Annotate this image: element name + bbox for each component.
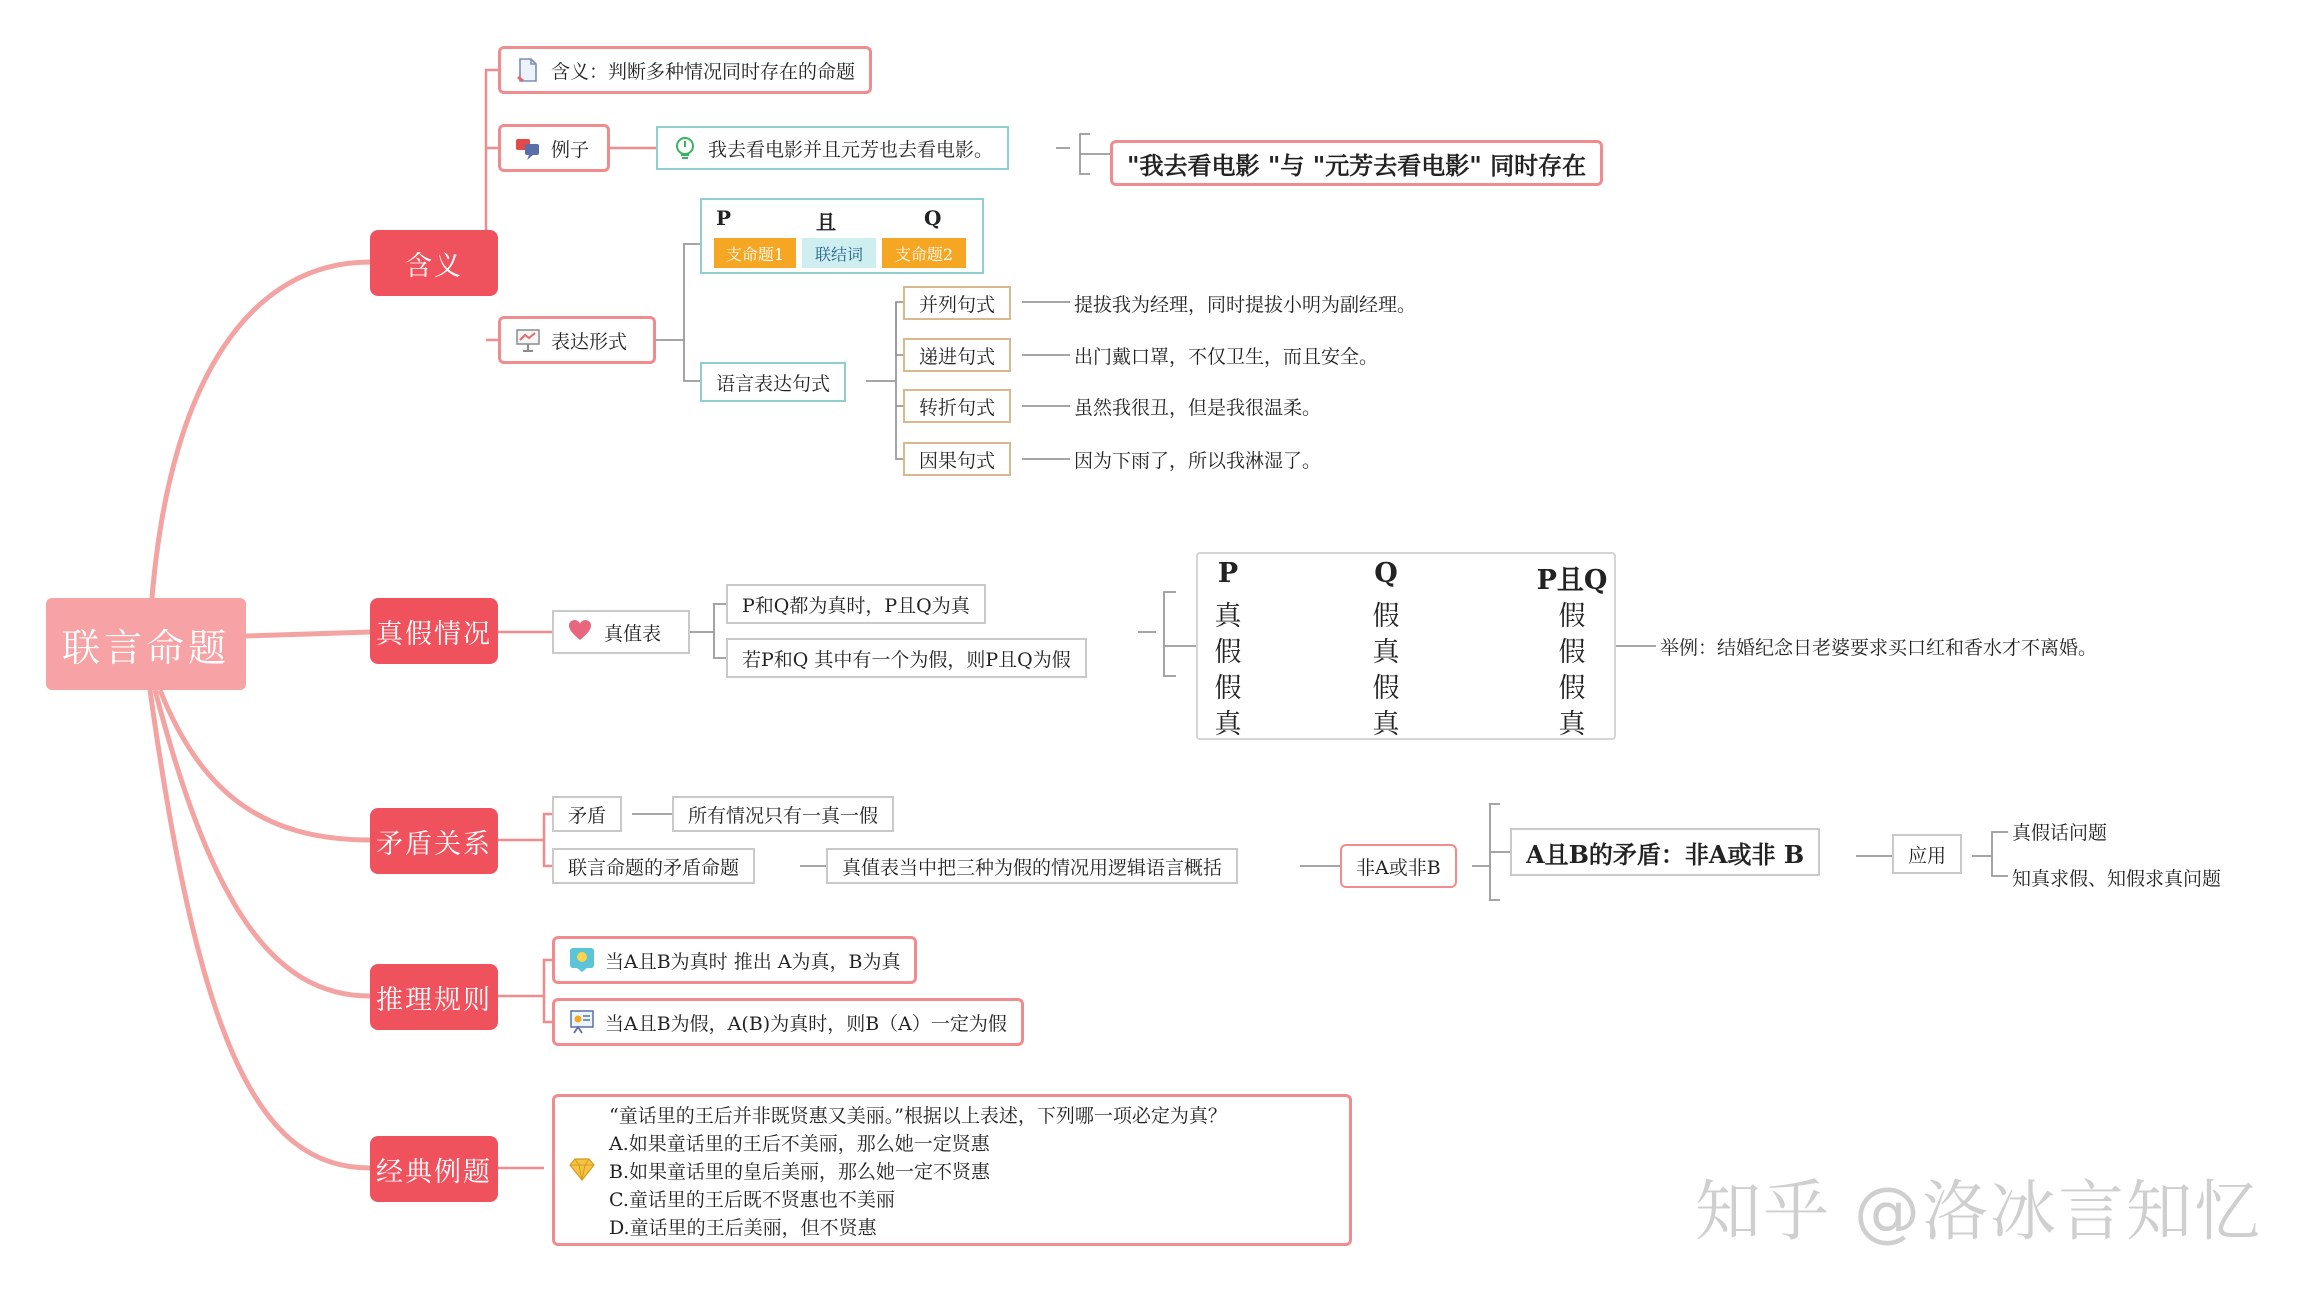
bulb-badge-icon [569, 947, 595, 973]
inference-rule-1[interactable] [552, 936, 917, 984]
inference-rule-2-text: 当A且B为假，A(B)为真时，则B（A）一定为假 [605, 1012, 1007, 1035]
contradictory-desc-text: 真值表当中把三种为假的情况用逻辑语言概括 [842, 856, 1223, 879]
pattern-parallel[interactable] [903, 286, 1011, 320]
example-label: 例子 [551, 138, 590, 161]
speech-bubbles-icon [515, 135, 541, 161]
pattern-parallel-label: 并列句式 [919, 293, 996, 316]
contradiction-summary-text: A且B的矛盾：非A或非 B [1526, 839, 1805, 869]
branch-classic-label: 经典例题 [376, 1156, 492, 1188]
example-sentence-text: 我去看电影并且元芳也去看电影。 [708, 138, 994, 161]
branch-inference[interactable] [370, 964, 498, 1030]
branch-inference-label: 推理规则 [376, 984, 492, 1016]
formula-and: 且 [816, 210, 836, 234]
inference-rule-1-text: 当A且B为真时 推出 A为真，B为真 [605, 950, 901, 973]
option-a: A.如果童话里的王后不美丽，那么她一定贤惠 [609, 1133, 990, 1155]
truth-table-label: 真值表 [604, 622, 662, 645]
contradiction-desc-text: 所有情况只有一真一假 [688, 804, 879, 827]
example-note-node[interactable] [1110, 140, 1603, 186]
pattern-progressive[interactable] [903, 338, 1011, 372]
teacher-board-icon [569, 1009, 595, 1035]
contradiction-desc[interactable] [672, 796, 894, 832]
formula-node[interactable] [700, 198, 984, 274]
contradictory-proposition-label: 联言命题的矛盾命题 [568, 856, 740, 879]
question-stem: “童话里的王后并非既贤惠又美丽。”根据以上表述，下列哪一项必定为真？ [609, 1105, 1227, 1127]
example-sentence-node[interactable] [656, 126, 1009, 170]
language-pattern-node[interactable] [700, 362, 846, 402]
definition-node[interactable] [498, 46, 872, 94]
branch-contradiction[interactable] [370, 808, 498, 874]
pattern-causal[interactable] [903, 442, 1011, 476]
branch-contradiction-label: 矛盾关系 [376, 828, 492, 860]
contradictory-proposition[interactable] [552, 848, 755, 884]
rule-false-text: 若P和Q 其中有一个为假，则P且Q为假 [742, 648, 1071, 671]
option-b: B.如果童话里的皇后美丽，那么她一定不贤惠 [609, 1161, 991, 1183]
example-node[interactable] [498, 124, 610, 172]
branch-meaning-label: 含义 [405, 250, 463, 282]
definition-text: 含义：判断多种情况同时存在的命题 [551, 60, 856, 83]
table-cell: 假 [1372, 673, 1400, 704]
heart-icon [568, 619, 594, 645]
option-d: D.童话里的王后美丽，但不贤惠 [609, 1217, 877, 1239]
branch-truth-label: 真假情况 [376, 618, 492, 650]
contradiction-summary[interactable] [1510, 828, 1820, 876]
apply-node[interactable] [1892, 834, 1962, 874]
pattern-progressive-example: 出门戴口罩，不仅卫生，而且安全。 [1074, 345, 1379, 368]
contradiction-item-label: 矛盾 [568, 804, 607, 827]
table-header-q: Q [1374, 558, 1398, 589]
classic-question-box[interactable] [552, 1094, 1352, 1246]
expression-node[interactable] [498, 316, 656, 364]
contradiction-item[interactable] [552, 796, 622, 832]
pattern-causal-example: 因为下雨了，所以我淋湿了。 [1074, 449, 1322, 472]
table-cell: 假 [1214, 637, 1242, 668]
root-node[interactable] [46, 598, 246, 690]
pattern-parallel-example: 提拔我为经理，同时提拔小明为副经理。 [1074, 293, 1417, 316]
pattern-causal-label: 因果句式 [919, 449, 996, 472]
tag-sub-proposition-2: 支命题2 [882, 238, 966, 268]
formula-q: Q [924, 206, 942, 230]
document-icon [515, 57, 541, 83]
apply-label: 应用 [1908, 844, 1947, 867]
branch-truth[interactable] [370, 598, 498, 664]
table-header-p: P [1217, 558, 1239, 589]
truth-example: 举例：结婚纪念日老婆要求买口红和香水才不离婚。 [1660, 636, 2098, 659]
branch-meaning[interactable] [370, 230, 498, 296]
table-cell: 假 [1558, 637, 1586, 668]
example-note-text: "我去看电影 "与 "元芳去看电影" 同时存在 [1127, 150, 1587, 180]
table-cell: 真 [1214, 601, 1242, 632]
table-cell: 真 [1372, 709, 1400, 740]
apply-item-1: 真假话问题 [2012, 821, 2108, 844]
root-label: 联言命题 [61, 625, 230, 670]
rule-false-node[interactable] [726, 638, 1087, 678]
contradictory-desc[interactable] [826, 848, 1238, 884]
inference-rule-2[interactable] [552, 998, 1024, 1046]
table-header-p-and-q: P且Q [1536, 565, 1608, 596]
pattern-progressive-label: 递进句式 [919, 345, 996, 368]
truth-table-node[interactable] [552, 610, 690, 654]
table-cell: 真 [1214, 709, 1242, 740]
branch-classic[interactable] [370, 1136, 498, 1202]
truth-table [1196, 552, 1616, 740]
table-cell: 真 [1558, 709, 1586, 740]
option-c: C.童话里的王后既不贤惠也不美丽 [609, 1189, 895, 1211]
table-cell: 假 [1558, 601, 1586, 632]
tag-sub-proposition-1: 支命题1 [714, 238, 796, 268]
table-cell: 假 [1214, 673, 1242, 704]
pattern-adversative-label: 转折句式 [919, 396, 996, 419]
presentation-board-icon [515, 327, 541, 353]
language-pattern-label: 语言表达句式 [716, 372, 831, 395]
lightbulb-icon [672, 135, 698, 161]
diamond-icon [569, 1157, 595, 1183]
table-cell: 假 [1558, 673, 1586, 704]
not-a-or-not-b-text: 非A或非B [1356, 856, 1441, 879]
rule-true-text: P和Q都为真时，P且Q为真 [742, 594, 970, 617]
apply-item-2: 知真求假、知假求真问题 [2012, 867, 2222, 890]
table-cell: 真 [1372, 637, 1400, 668]
rule-true-node[interactable] [726, 584, 986, 624]
tag-connective: 联结词 [802, 238, 876, 268]
not-a-or-not-b[interactable] [1340, 844, 1457, 888]
formula-p: P [716, 206, 732, 230]
expression-label: 表达形式 [551, 330, 628, 353]
table-cell: 假 [1372, 601, 1400, 632]
watermark: 知乎 @洛冰言知忆 [1695, 1173, 2262, 1250]
pattern-adversative[interactable] [903, 389, 1011, 423]
pattern-adversative-example: 虽然我很丑，但是我很温柔。 [1074, 396, 1322, 419]
